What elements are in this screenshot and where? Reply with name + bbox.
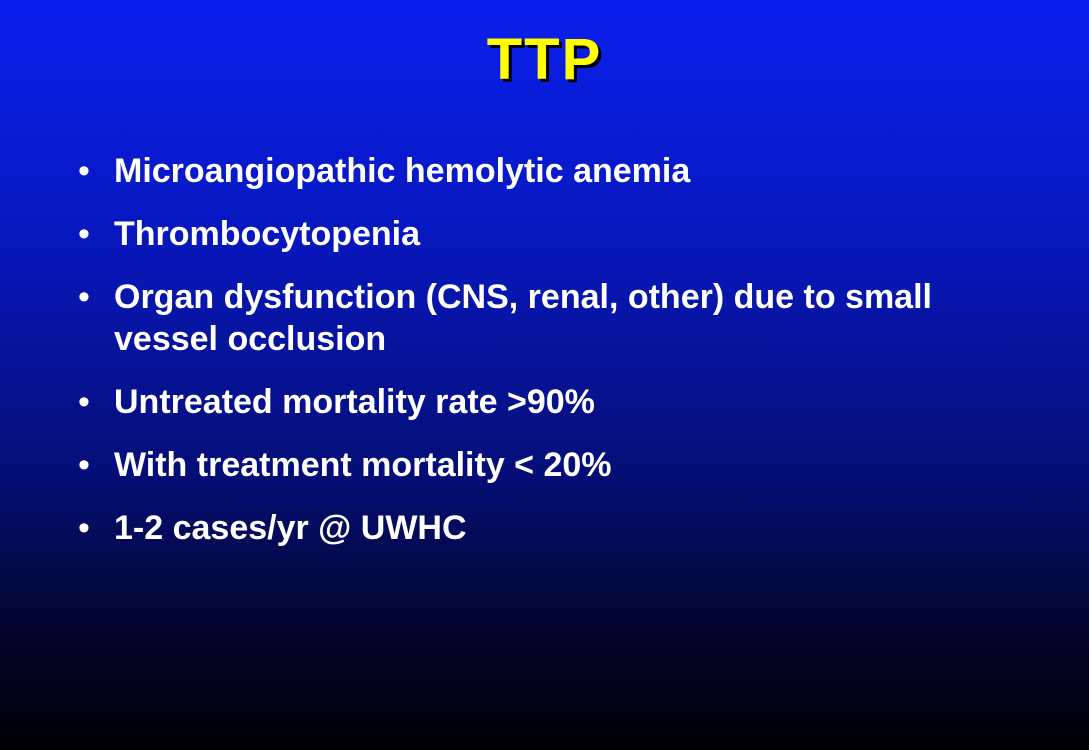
bullet-item <box>78 507 1008 549</box>
bullet-text: 1-2 cases/yr @ UWHC <box>114 509 467 547</box>
bullet-icon: • <box>78 278 90 316</box>
bullet-item <box>78 381 1008 423</box>
bullet-icon: • <box>78 446 90 484</box>
slide-title: TTP <box>486 27 603 92</box>
bullet-text: Organ dysfunction (CNS, renal, other) due to small vessel occlusion <box>114 278 932 358</box>
bullet-icon: • <box>78 215 90 253</box>
bullet-item <box>78 444 1008 486</box>
bullet-icon: • <box>78 152 90 190</box>
bullet-icon: • <box>78 383 90 421</box>
bullet-item <box>78 150 1008 192</box>
bullet-text: Untreated mortality rate >90% <box>114 383 595 421</box>
bullet-item <box>78 276 1008 360</box>
bullet-list <box>78 150 1008 570</box>
bullet-text: Thrombocytopenia <box>114 215 421 253</box>
bullet-text: Microangiopathic hemolytic anemia <box>114 152 691 190</box>
bullet-icon: • <box>78 509 90 547</box>
bullet-text: With treatment mortality < 20% <box>114 446 612 484</box>
bullet-item <box>78 213 1008 255</box>
